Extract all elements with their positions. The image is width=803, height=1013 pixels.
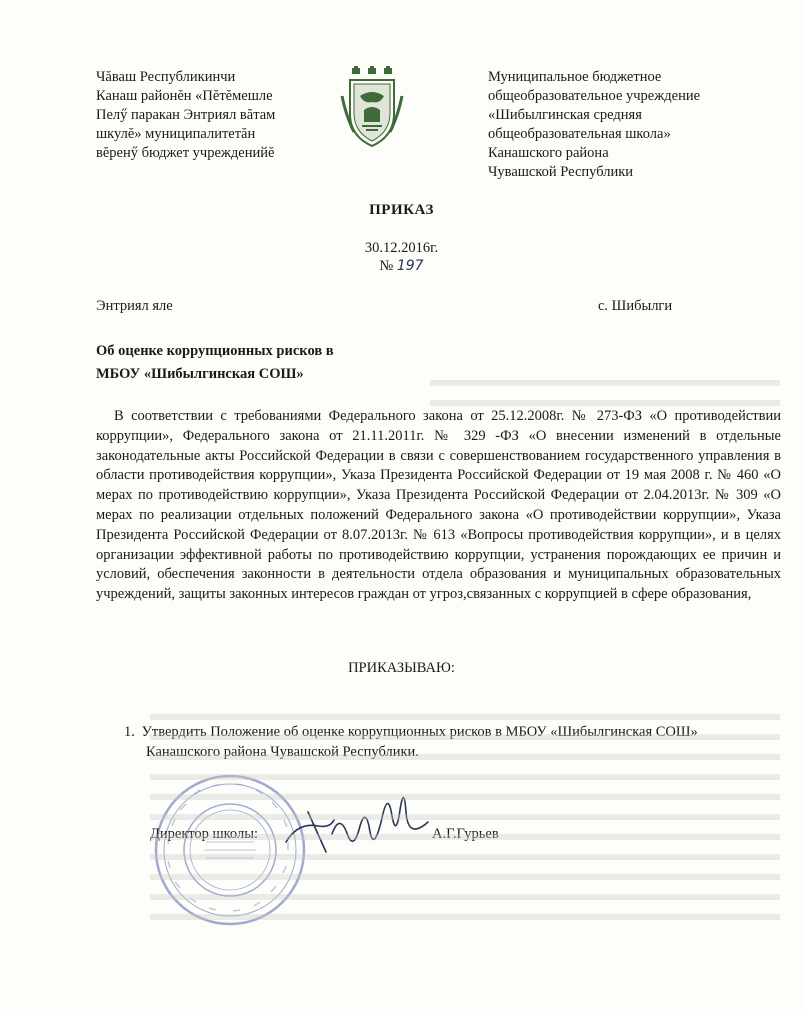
header-left-line: шкулĕ» муниципалитетăн <box>96 126 256 142</box>
number-prefix: № <box>379 258 394 274</box>
header-russian-org-name <box>488 68 778 182</box>
header-left-line: вĕренӳ бюджет учрежденийĕ <box>96 145 275 161</box>
place-chuvash: Энтриял яле <box>96 298 173 314</box>
header-left-line: Чăваш Республикинчи <box>96 69 236 85</box>
subject-line: Об оценке коррупционных рисков в <box>96 343 334 359</box>
document-body: В соответствии с требованиями Федерального закона от 25.12.2008г. № 273-ФЗ «О противодействии коррупции», Федерального закона от 21.11.2011г. № 329 -ФЗ «О внесении изменений в отдельные законодательные акты Российской Федерации в связи с совершенствованием государственного управления в области противодействия коррупции», Указа Президента Российской Федерации от 19 мая 2008 г. № 460 «О мерах по противодействию коррупции», Указа Президента Российской Федерации от 2.04.2013г. № 309 «О мерах по реализации отдельных положений Федерального закона «О противодействии коррупции», Указа Президента Российской Федерации от 8.07.2013г. № 613 «Вопросы противодействия коррупции», и в целях организации эффективной работы по противодействию коррупции, устранения порождающих ее причин и условий, обеспечения законности в деятельности отдела образования и муниципальных образовательных учреждений, защиты законных интересов граждан от угроз,связанных с коррупцией в сфере образования, <box>96 408 781 603</box>
header-right-line: Чувашской Республики <box>488 164 634 180</box>
document-date: 30.12.2016г. <box>364 240 439 256</box>
document-subject <box>96 340 496 386</box>
chuvash-emblem-icon <box>340 66 404 150</box>
item-text-line: Утвердить Положение об оценке коррупционных рисков в МБОУ «Шибылгинская СОШ» <box>141 724 698 740</box>
header-right-line: Канашского района <box>488 145 609 161</box>
order-item <box>124 722 774 762</box>
order-word: ПРИКАЗЫВАЮ: <box>348 660 455 676</box>
document-number <box>0 258 803 275</box>
subject-line: МБОУ «Шибылгинская СОШ» <box>96 366 304 382</box>
header-chuvash-org-name <box>96 68 346 163</box>
handwritten-number: 197 <box>396 258 424 274</box>
header-right-line: «Шибылгинская средняя <box>488 107 642 123</box>
header-left-line: Канаш районĕн «Пĕтĕмешле <box>96 88 273 104</box>
header-right-line: общеобразовательное учреждение <box>488 88 701 104</box>
signature-label: Директор школы: <box>150 826 258 842</box>
document-title: ПРИКАЗ <box>369 202 434 218</box>
handwritten-signature-icon <box>278 782 438 862</box>
item-text-line: Канашского района Чувашской Республики. <box>146 744 419 760</box>
signer-name: А.Г.Гурьев <box>432 826 499 842</box>
header-right-line: общеобразовательная школа» <box>488 126 671 142</box>
header-right-line: Муниципальное бюджетное <box>488 69 662 85</box>
place-russian: с. Шибылги <box>598 298 673 314</box>
item-number: 1. <box>124 724 135 740</box>
header-left-line: Пелӳ паракан Энтриял вăтам <box>96 107 276 123</box>
